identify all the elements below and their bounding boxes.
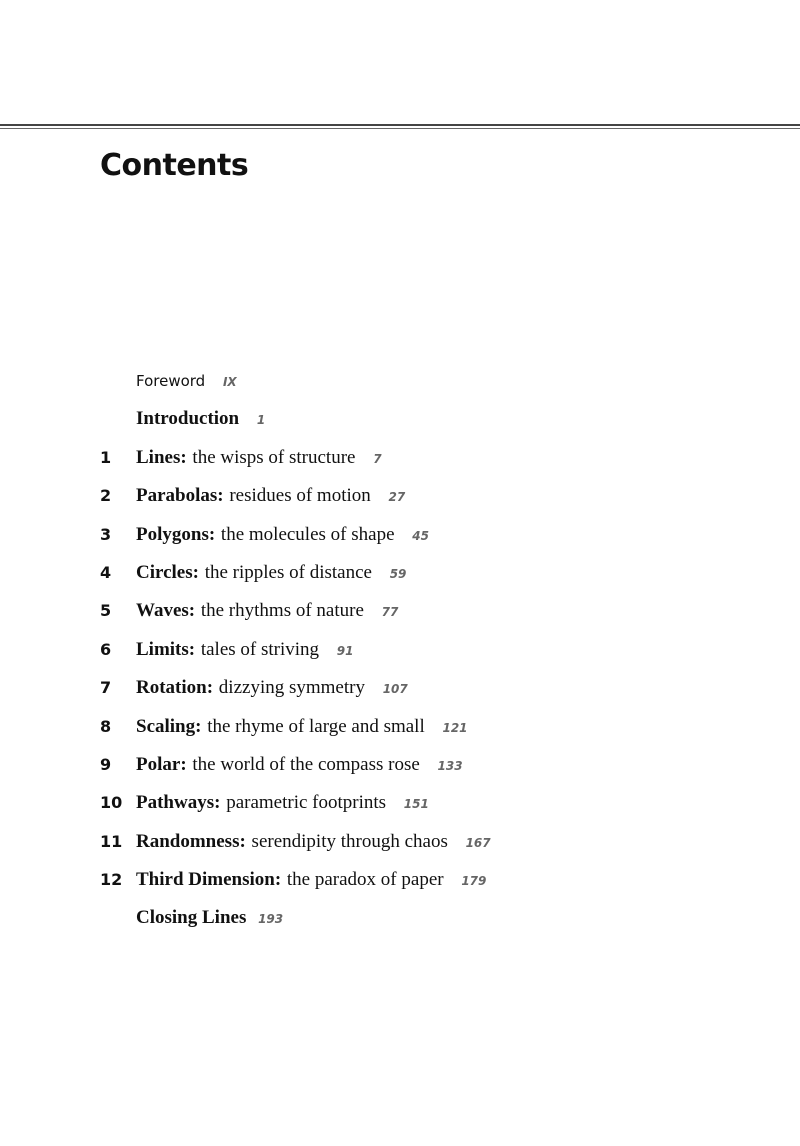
entry-title: Foreword xyxy=(136,372,206,390)
entry-title: Rotation: xyxy=(136,677,214,699)
entry-title: Scaling: xyxy=(136,715,202,737)
entry-title: Closing Lines xyxy=(136,907,247,929)
toc-entry-chapter-10[interactable] xyxy=(100,784,720,822)
page-number: 193 xyxy=(258,912,284,927)
entry-subtitle: the rhythms of nature xyxy=(200,600,364,622)
entry-text xyxy=(136,477,405,516)
entry-title: Polygons: xyxy=(136,523,216,545)
chapter-number: 7 xyxy=(100,678,112,698)
entry-text xyxy=(136,708,468,747)
entry-subtitle: the molecules of shape xyxy=(220,523,395,545)
page-number: 167 xyxy=(465,835,491,850)
page-number: 59 xyxy=(389,566,407,581)
entry-subtitle: parametric footprints xyxy=(226,792,387,814)
chapter-number: 3 xyxy=(100,524,112,544)
toc-entry-foreword[interactable] xyxy=(100,362,720,400)
toc-entry-chapter-4[interactable] xyxy=(100,554,720,592)
page-number: 77 xyxy=(381,605,399,620)
entry-text xyxy=(136,362,237,401)
entry-text xyxy=(136,669,408,708)
entry-title: Randomness: xyxy=(136,830,246,852)
chapter-number: 11 xyxy=(100,831,123,851)
entry-text xyxy=(136,784,429,823)
entry-text xyxy=(136,631,353,670)
entry-subtitle: the rhyme of large and small xyxy=(207,715,425,737)
entry-title: Parabolas: xyxy=(136,485,224,507)
header-rule-thick xyxy=(0,124,800,126)
chapter-number: 2 xyxy=(100,486,112,506)
chapter-number: 10 xyxy=(100,793,123,813)
chapter-number: 6 xyxy=(100,639,112,659)
toc-entry-chapter-2[interactable] xyxy=(100,477,720,515)
page-number: 133 xyxy=(437,758,463,773)
entry-text xyxy=(136,439,382,478)
toc-entry-chapter-6[interactable] xyxy=(100,631,720,669)
entry-title: Introduction xyxy=(136,408,240,430)
toc-entry-chapter-12[interactable] xyxy=(100,861,720,899)
page-number: 27 xyxy=(388,490,406,505)
entry-title: Circles: xyxy=(136,561,199,583)
page-number: 121 xyxy=(442,720,468,735)
chapter-number: 9 xyxy=(100,754,112,774)
entry-text xyxy=(136,899,283,938)
entry-text xyxy=(136,592,398,631)
page-number: 151 xyxy=(403,797,429,812)
entry-text xyxy=(136,400,265,439)
page-number: 7 xyxy=(373,451,382,466)
entry-text xyxy=(136,746,463,785)
entry-title: Third Dimension: xyxy=(136,869,282,891)
page-number: 1 xyxy=(256,413,266,428)
entry-title: Waves: xyxy=(136,600,196,622)
toc-entry-chapter-8[interactable] xyxy=(100,708,720,746)
entry-title: Polar: xyxy=(136,753,187,775)
entry-subtitle: the world of the compass rose xyxy=(192,753,420,775)
chapter-number: 12 xyxy=(100,870,123,890)
page-title: Contents xyxy=(100,148,249,183)
header-rule-thin xyxy=(0,128,800,129)
entry-text xyxy=(136,823,491,862)
toc-entry-introduction[interactable] xyxy=(100,400,720,438)
page-number: 107 xyxy=(382,682,408,697)
entry-text xyxy=(136,861,486,900)
entry-title: Lines: xyxy=(136,446,187,468)
chapter-number: 4 xyxy=(100,562,112,582)
page-number: 179 xyxy=(461,874,487,889)
table-of-contents xyxy=(100,362,720,938)
chapter-number: 1 xyxy=(100,447,112,467)
chapter-number: 8 xyxy=(100,716,112,736)
toc-entry-chapter-5[interactable] xyxy=(100,592,720,630)
entry-subtitle: the ripples of distance xyxy=(204,561,372,583)
entry-subtitle: tales of striving xyxy=(200,638,320,660)
toc-entry-chapter-7[interactable] xyxy=(100,669,720,707)
toc-entry-chapter-11[interactable] xyxy=(100,823,720,861)
toc-entry-closing-lines[interactable] xyxy=(100,899,720,937)
entry-subtitle: serendipity through chaos xyxy=(251,830,448,852)
chapter-number: 5 xyxy=(100,601,112,621)
page-number: 91 xyxy=(336,643,354,658)
entry-subtitle: dizzying symmetry xyxy=(218,677,365,699)
page-number: IX xyxy=(222,375,237,389)
entry-subtitle: residues of motion xyxy=(229,485,371,507)
entry-subtitle: the wisps of structure xyxy=(192,446,356,468)
entry-text xyxy=(136,516,429,555)
entry-title: Limits: xyxy=(136,638,196,660)
toc-entry-chapter-1[interactable] xyxy=(100,439,720,477)
toc-entry-chapter-9[interactable] xyxy=(100,746,720,784)
toc-entry-chapter-3[interactable] xyxy=(100,516,720,554)
entry-subtitle: the paradox of paper xyxy=(286,869,444,891)
entry-title: Pathways: xyxy=(136,792,221,814)
page-number: 45 xyxy=(412,528,429,543)
entry-text xyxy=(136,554,406,593)
